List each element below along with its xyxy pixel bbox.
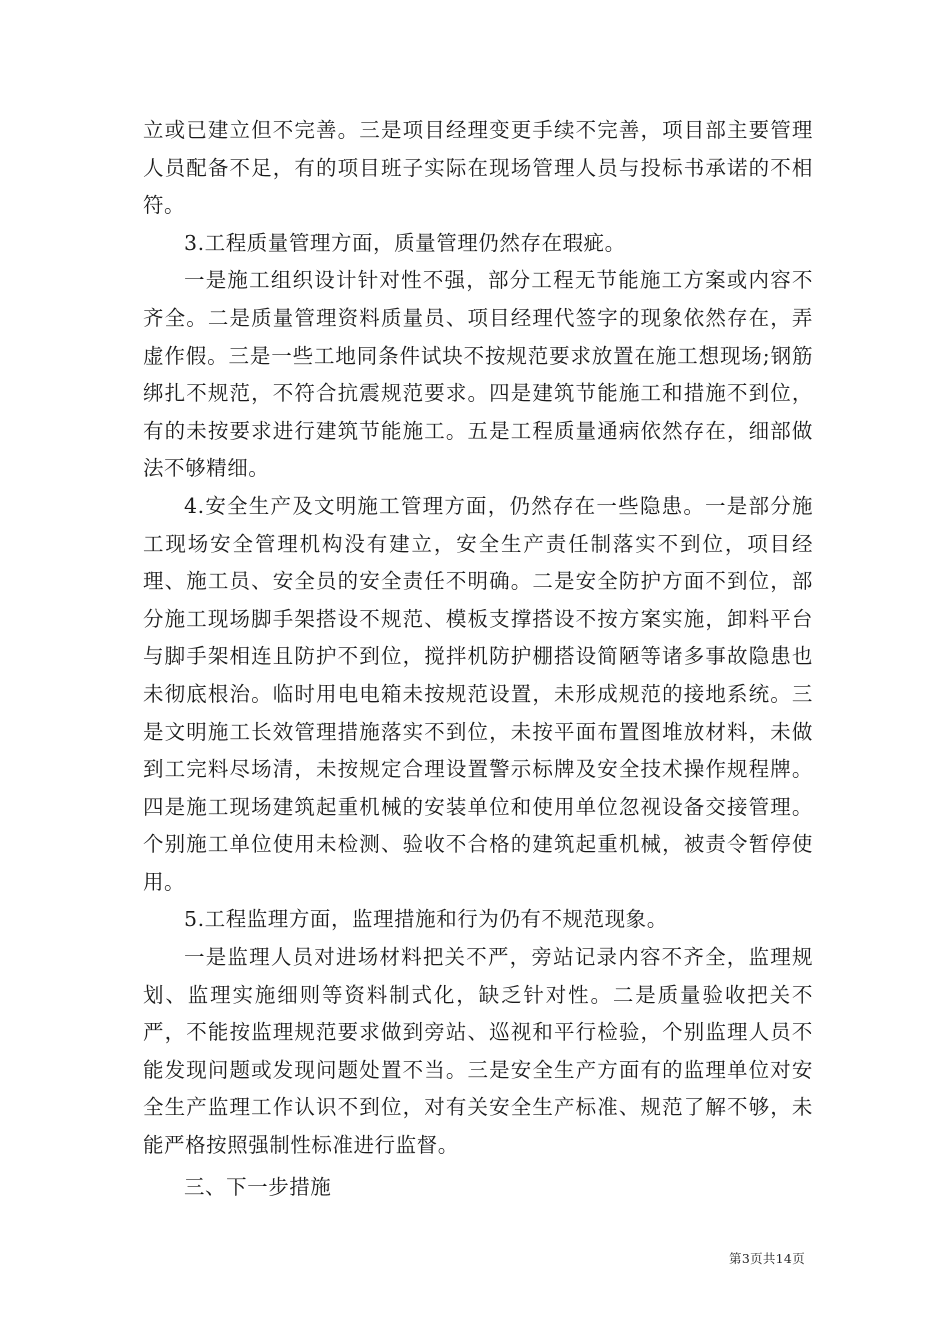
paragraph-quality-heading: 3.工程质量管理方面，质量管理仍然存在瑕疵。	[184, 230, 626, 255]
document-body	[143, 112, 813, 1206]
paragraph-safety: 4.安全生产及文明施工管理方面，仍然存在一些隐患。一是部分施工现场安全管理机构没有建立，安全生产责任制落实不到位，项目经理、施工员、安全员的安全责任不明确。二是安全防护方面不到位，部分施工现场脚手架搭设不规范、模板支撑搭设不按方案实施，卸料平台与脚手架相连且防护不到位，搅拌机防护棚搭设简陋等诸多事故隐患也未彻底根治。临时用电电箱未按规范设置，未形成规范的接地系统。三是文明施工长效管理措施落实不到位，未按平面布置图堆放材料，未做到工完料尽场清，未按规定合理设置警示标牌及安全技术操作规程牌。四是施工现场建筑起重机械的安装单位和使用单位忽视设备交接管理。个别施工单位使用未检测、验收不合格的建筑起重机械，被责令暂停使用。	[143, 493, 813, 894]
page-number: 第3页共14页	[729, 1251, 805, 1266]
paragraph-supervision-details: 一是监理人员对进场材料把关不严，旁站记录内容不齐全，监理规划、监理实施细则等资料制式化，缺乏针对性。二是质量验收把关不严，不能按监理规范要求做到旁站、巡视和平行检验，个别监理人员不能发现问题或发现问题处置不当。三是安全生产方面有的监理单位对安全生产监理工作认识不到位，对有关安全生产标准、规范了解不够，未能严格按照强制性标准进行监督。	[143, 945, 813, 1158]
section-heading-next-steps: 三、下一步措施	[184, 1174, 332, 1199]
paragraph-quality-details: 一是施工组织设计针对性不强，部分工程无节能施工方案或内容不齐全。二是质量管理资料质量员、项目经理代签字的现象依然存在，弄虚作假。三是一些工地同条件试块不按规范要求放置在施工想现场;钢筋绑扎不规范，不符合抗震规范要求。四是建筑节能施工和措施不到位，有的未按要求进行建筑节能施工。五是工程质量通病依然存在，细部做法不够精细。	[143, 268, 813, 481]
paragraph-supervision-heading: 5.工程监理方面，监理措施和行为仍有不规范现象。	[184, 907, 668, 932]
paragraph-continuation: 立或已建立但不完善。三是项目经理变更手续不完善，项目部主要管理人员配备不足，有的项目班子实际在现场管理人员与投标书承诺的不相符。	[143, 118, 813, 218]
